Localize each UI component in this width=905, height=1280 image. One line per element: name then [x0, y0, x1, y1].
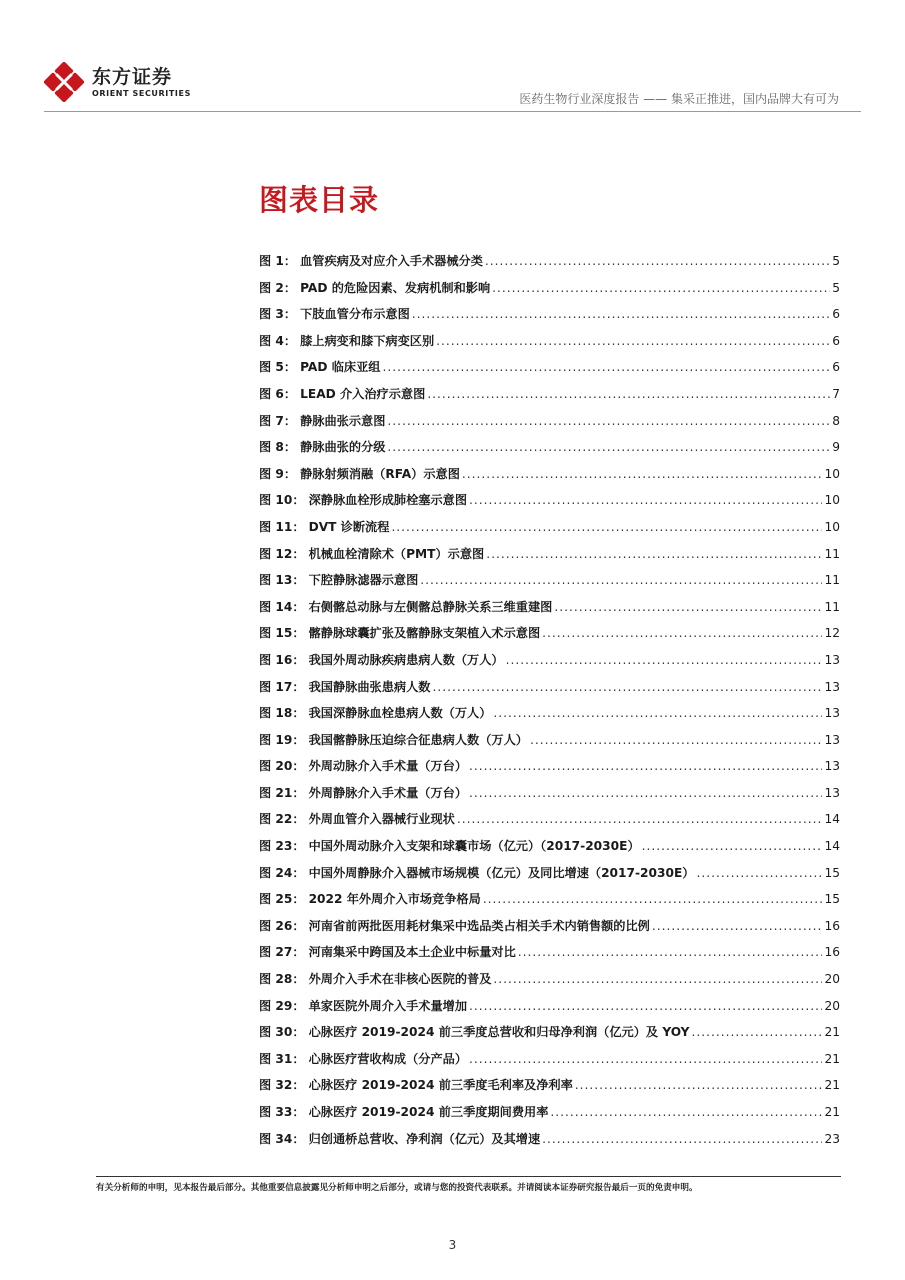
toc-entry-leader [483, 892, 823, 906]
toc-entry-page: 12 [824, 626, 840, 641]
toc-entry[interactable] [259, 731, 840, 758]
toc-entry-title: 单家医院外周介入手术量增加 [308, 998, 468, 1013]
logo-english-name: ORIENT SECURITIES [92, 88, 191, 98]
toc-entry-leader [550, 1105, 822, 1119]
toc-entry-title: 心脉医疗营收构成（分产品） [308, 1051, 468, 1066]
toc-entry-leader [391, 520, 822, 534]
toc-entry-title: PAD 的危险因素、发病机制和影响 [300, 280, 491, 295]
toc-entry-leader [697, 866, 823, 880]
toc-entry-number: 图 17： [259, 679, 305, 694]
toc-entry-leader [469, 786, 822, 800]
toc-entry-number: 图 28： [259, 972, 305, 987]
toc-entry-title: 2022 年外周介入市场竞争格局 [308, 892, 481, 907]
toc-entry-title: 机械血栓清除术（PMT）示意图 [308, 546, 485, 561]
toc-entry-number: 图 27： [259, 945, 305, 960]
toc-entry-title: 中国外周静脉介入器械市场规模（亿元）及同比增速（2017-2030E） [308, 865, 695, 880]
toc-entry-leader [469, 493, 822, 507]
toc-entry-page: 11 [824, 599, 840, 614]
toc-entry-page: 13 [824, 785, 840, 800]
toc-entry-number: 图 12： [259, 546, 305, 561]
toc-entry-title: 中国外周动脉介入支架和球囊市场（亿元）（2017-2030E） [308, 839, 640, 854]
toc-entry[interactable] [259, 279, 840, 306]
toc-entry-page: 10 [824, 466, 840, 481]
toc-entry[interactable] [259, 598, 840, 625]
toc-heading: 图表目录 [259, 183, 380, 217]
toc-entry-title: 下腔静脉滤器示意图 [308, 573, 419, 588]
toc-entry[interactable] [259, 1050, 840, 1077]
toc-entry-leader [462, 467, 823, 481]
toc-entry-leader [469, 999, 822, 1013]
toc-entry-leader [469, 759, 822, 773]
toc-entry-leader [506, 653, 823, 667]
toc-entry-leader [387, 414, 830, 428]
toc-entry-page: 10 [824, 493, 840, 508]
toc-entry-number: 图 18： [259, 706, 305, 721]
toc-entry-title: 下肢血管分布示意图 [300, 307, 410, 322]
toc-entry-number: 图 10： [259, 493, 305, 508]
toc-entry-number: 图 8： [259, 440, 297, 455]
toc-entry-number: 图 32： [259, 1078, 305, 1093]
toc-entry-leader [652, 919, 823, 933]
toc-entry-number: 图 13： [259, 573, 305, 588]
toc-entry-number: 图 7： [259, 413, 297, 428]
toc-entry-number: 图 14： [259, 599, 305, 614]
toc-entry[interactable] [259, 917, 840, 944]
toc-entry-number: 图 3： [259, 307, 297, 322]
toc-entry-page: 20 [824, 972, 840, 987]
toc-entry-number: 图 23： [259, 839, 305, 854]
toc-entry-number: 图 15： [259, 626, 305, 641]
toc-entry[interactable] [259, 1103, 840, 1130]
toc-entry-page: 21 [824, 1051, 840, 1066]
page-number: 3 [448, 1238, 457, 1252]
toc-entry-leader [432, 680, 822, 694]
toc-entry[interactable] [259, 412, 840, 439]
toc-entry-number: 图 30： [259, 1025, 305, 1040]
toc-entry-title: 河南集采中跨国及本土企业中标量对比 [308, 945, 516, 960]
toc-entry-number: 图 29： [259, 998, 305, 1013]
toc-entry-page: 6 [832, 333, 840, 348]
toc-entry[interactable] [259, 385, 840, 412]
toc-entry-page: 10 [824, 519, 840, 534]
toc-entry-page: 13 [824, 679, 840, 694]
toc-entry-page: 5 [832, 280, 840, 295]
toc-entry-title: 我国外周动脉疾病患病人数（万人） [308, 652, 504, 667]
toc-entry[interactable] [259, 571, 840, 598]
toc-entry[interactable] [259, 1076, 840, 1103]
toc-entry-page: 20 [824, 998, 840, 1013]
toc-entry-leader [412, 307, 830, 321]
toc-entry[interactable] [259, 837, 840, 864]
header-divider [44, 111, 861, 112]
toc-entry-number: 图 22： [259, 812, 305, 827]
toc-entry-title: 右侧髂总动脉与左侧髂总静脉关系三维重建图 [308, 599, 553, 614]
toc-entry-title: 外周静脉介入手术量（万台） [308, 785, 468, 800]
toc-entry-title: 膝上病变和膝下病变区别 [300, 333, 435, 348]
toc-entry-title: 外周动脉介入手术量（万台） [308, 759, 468, 774]
toc-entry-page: 21 [824, 1105, 840, 1119]
toc-entry-page: 8 [832, 413, 840, 428]
toc-entry-title: LEAD 介入治疗示意图 [300, 386, 426, 401]
report-title: 医药生物行业深度报告 —— 集采正推进，国内品牌大有可为 [519, 92, 839, 106]
toc-entry-number: 图 6： [259, 386, 297, 401]
toc-entry-page: 15 [824, 865, 840, 880]
toc-entry-leader [457, 812, 823, 826]
orient-securities-logo-icon [44, 62, 84, 102]
toc-entry-page: 16 [824, 945, 840, 960]
toc-entry-leader [436, 334, 830, 348]
toc-entry[interactable] [259, 252, 840, 279]
toc-entry-title: 归创通桥总营收、净利润（亿元）及其增速 [308, 1131, 541, 1146]
toc-entry-title: 外周介入手术在非核心医院的普及 [308, 972, 492, 987]
toc-entry-page: 15 [824, 892, 840, 907]
toc-entry-number: 图 33： [259, 1105, 305, 1119]
toc-entry-number: 图 2： [259, 280, 297, 295]
logo-chinese-name: 东方证券 [92, 65, 173, 88]
toc-entry[interactable] [259, 943, 840, 970]
footer-divider [96, 1176, 841, 1177]
toc-entry-leader [493, 972, 822, 986]
toc-entry-number: 图 21： [259, 785, 305, 800]
toc-entry[interactable] [259, 704, 840, 731]
toc-entry-leader [486, 547, 822, 561]
toc-entry-page: 23 [824, 1131, 840, 1146]
toc-entry-page: 6 [832, 360, 840, 375]
toc-entry-number: 图 4： [259, 333, 297, 348]
toc-entry-number: 图 19： [259, 732, 305, 747]
toc-entry-page: 13 [824, 706, 840, 721]
toc-entry-number: 图 25： [259, 892, 305, 907]
toc-entry-number: 图 26： [259, 918, 305, 933]
toc-entry-title: 河南省前两批医用耗材集采中选品类占相关手术内销售额的比例 [308, 918, 650, 933]
toc-entry[interactable] [259, 305, 840, 332]
toc-entry-leader [542, 1132, 822, 1146]
toc-entry-title: 心脉医疗 2019-2024 前三季度总营收和归母净利润（亿元）及 YOY [308, 1025, 690, 1040]
toc-entry[interactable] [259, 1130, 840, 1157]
toc-entry-title: DVT 诊断流程 [308, 519, 390, 534]
toc-entry-number: 图 16： [259, 652, 305, 667]
toc-entry-leader [518, 945, 823, 959]
footer-disclaimer: 有关分析师的申明，见本报告最后部分。其他重要信息披露见分析师申明之后部分，或请与您的投资代表联系。并请阅读本证券研究报告最后一页的免责申明。 [96, 1183, 698, 1193]
toc-entry[interactable] [259, 545, 840, 572]
figure-table-of-contents [259, 252, 840, 1156]
toc-entry-page: 14 [824, 839, 840, 854]
toc-entry-leader [554, 600, 822, 614]
toc-entry-leader [493, 706, 822, 720]
toc-entry-title: 深静脉血栓形成肺栓塞示意图 [308, 493, 468, 508]
toc-entry-leader [420, 573, 822, 587]
toc-entry[interactable] [259, 757, 840, 784]
toc-entry-title: 心脉医疗 2019-2024 前三季度毛利率及净利率 [308, 1078, 573, 1093]
toc-entry-number: 图 5： [259, 360, 297, 375]
toc-entry-page: 21 [824, 1078, 840, 1093]
toc-entry-page: 14 [824, 812, 840, 827]
toc-entry-page: 5 [832, 254, 840, 268]
toc-entry-page: 13 [824, 759, 840, 774]
company-logo [44, 62, 191, 102]
toc-entry-leader [469, 1052, 822, 1066]
toc-entry[interactable] [259, 651, 840, 678]
toc-entry-leader [382, 360, 830, 374]
toc-entry-title: 心脉医疗 2019-2024 前三季度期间费用率 [308, 1105, 549, 1119]
toc-entry-title: 静脉曲张示意图 [300, 413, 386, 428]
toc-entry-number: 图 24： [259, 865, 305, 880]
toc-entry[interactable] [259, 358, 840, 385]
toc-entry[interactable] [259, 438, 840, 465]
toc-entry-title: 髂静脉球囊扩张及髂静脉支架植入术示意图 [308, 626, 541, 641]
toc-entry[interactable] [259, 784, 840, 811]
toc-entry-title: 我国髂静脉压迫综合征患病人数（万人） [308, 732, 528, 747]
toc-entry-leader [485, 254, 830, 268]
toc-entry-page: 11 [824, 573, 840, 588]
toc-entry-leader [387, 440, 830, 454]
toc-entry[interactable] [259, 864, 840, 891]
toc-entry-title: PAD 临床亚组 [300, 360, 381, 375]
toc-entry-leader [530, 733, 823, 747]
toc-entry-page: 11 [824, 546, 840, 561]
toc-entry-leader [427, 387, 830, 401]
toc-entry-leader [542, 626, 822, 640]
toc-entry-page: 13 [824, 652, 840, 667]
toc-entry-number: 图 1： [259, 254, 297, 268]
toc-entry[interactable] [259, 491, 840, 518]
toc-entry-number: 图 34： [259, 1131, 305, 1146]
toc-entry-page: 9 [832, 440, 840, 455]
toc-entry-number: 图 11： [259, 519, 305, 534]
toc-entry[interactable] [259, 890, 840, 917]
toc-entry-title: 静脉曲张的分级 [300, 440, 386, 455]
logo-wordmark [92, 66, 191, 99]
toc-entry-title: 外周血管介入器械行业现状 [308, 812, 455, 827]
toc-entry[interactable] [259, 624, 840, 651]
toc-entry-page: 13 [824, 732, 840, 747]
toc-entry-leader [575, 1078, 823, 1092]
toc-entry-number: 图 20： [259, 759, 305, 774]
toc-entry[interactable] [259, 810, 840, 837]
toc-entry-leader [691, 1025, 822, 1039]
toc-entry-page: 6 [832, 307, 840, 322]
toc-entry[interactable] [259, 1023, 840, 1050]
toc-entry-leader [642, 839, 823, 853]
toc-entry-number: 图 31： [259, 1051, 305, 1066]
toc-entry-page: 21 [824, 1025, 840, 1040]
toc-entry-title: 静脉射频消融（RFA）示意图 [300, 466, 460, 481]
toc-entry-title: 血管疾病及对应介入手术器械分类 [300, 254, 483, 268]
toc-entry-number: 图 9： [259, 466, 297, 481]
toc-entry-title: 我国深静脉血栓患病人数（万人） [308, 706, 492, 721]
toc-entry[interactable] [259, 465, 840, 492]
toc-entry-title: 我国静脉曲张患病人数 [308, 679, 431, 694]
toc-entry[interactable] [259, 970, 840, 997]
toc-entry[interactable] [259, 997, 840, 1024]
toc-entry-leader [492, 281, 830, 295]
toc-entry[interactable] [259, 678, 840, 705]
toc-entry[interactable] [259, 332, 840, 359]
toc-entry-page: 16 [824, 918, 840, 933]
toc-entry[interactable] [259, 518, 840, 545]
toc-entry-page: 7 [832, 386, 840, 401]
